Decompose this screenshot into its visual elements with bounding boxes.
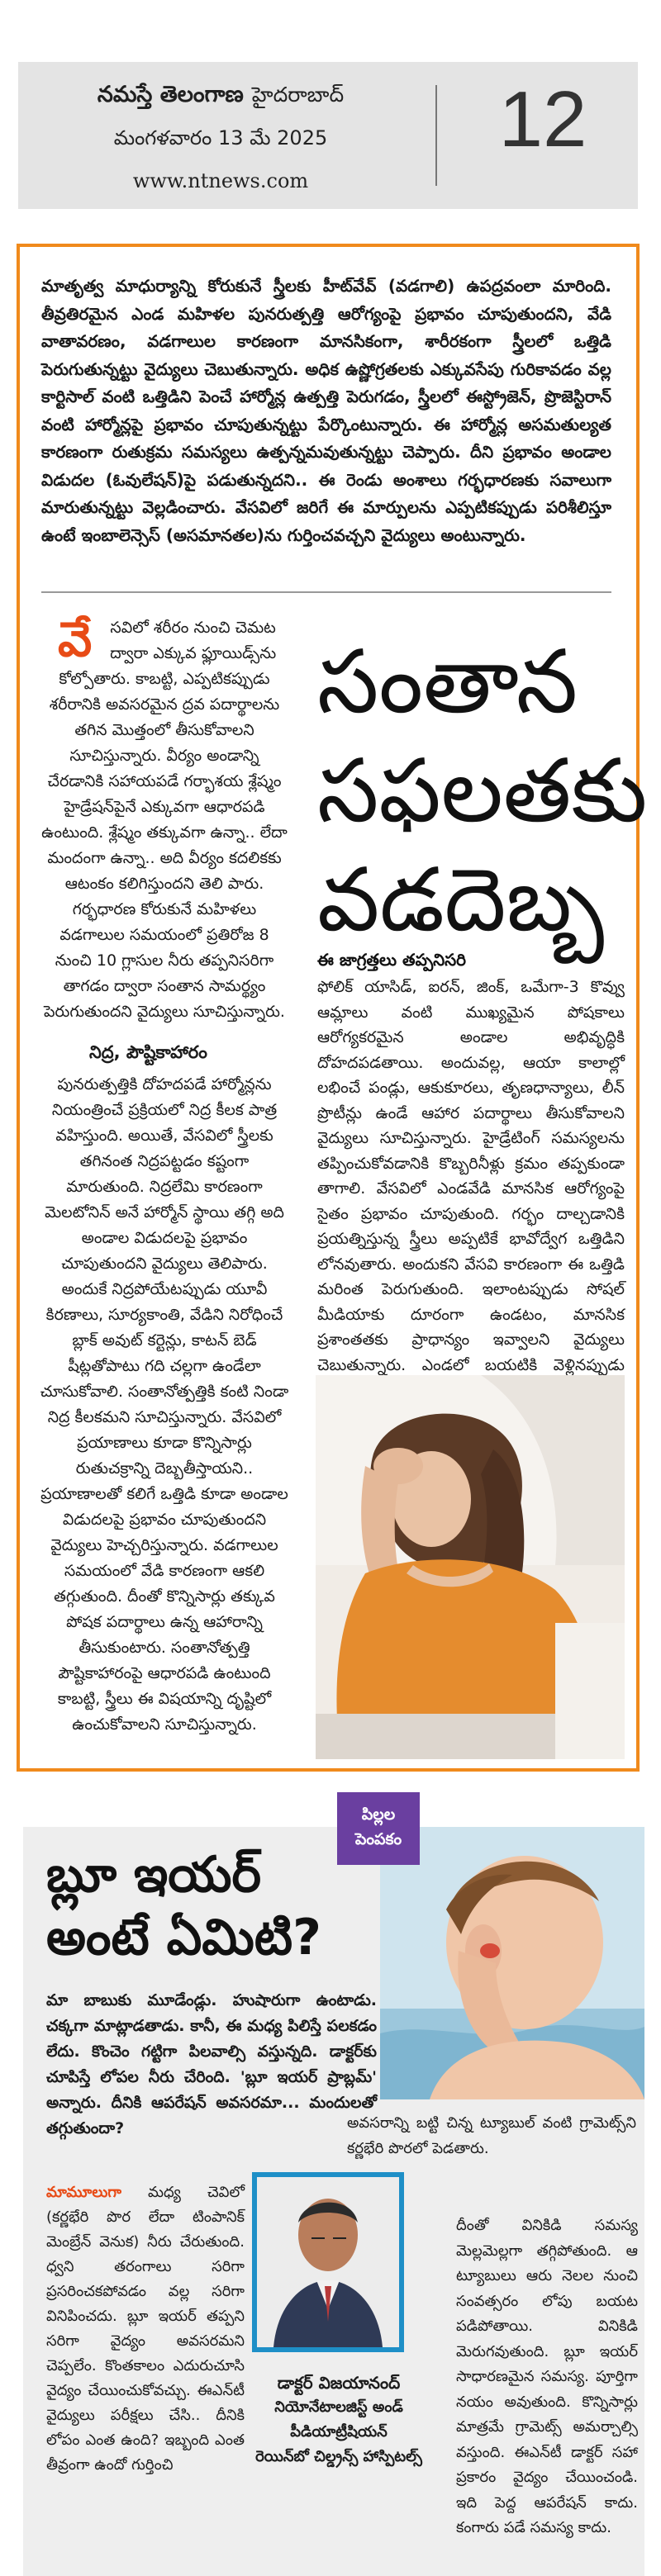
doctor-hospital: రెయిన్‌బో చిల్డ్రన్స్ హాస్పిటల్స్ xyxy=(255,2448,422,2465)
right-col-tag: ఈ జాగ్రత్తలు తప్పనిసరి xyxy=(317,950,467,970)
page-number: 12 xyxy=(498,75,587,164)
doctor-name: డాక్టర్ విజయానంద్ xyxy=(277,2373,401,2393)
article1-headline: సంతాన సఫలతకు వడదెబ్బ xyxy=(317,631,648,951)
boy-photo-illustration xyxy=(380,1827,644,2099)
masthead xyxy=(18,62,638,209)
doctor-caption xyxy=(240,2370,438,2469)
masthead-divider xyxy=(435,85,437,186)
parenting-badge: పిల్లల పెంపకం xyxy=(337,1792,420,1865)
answer-para2: అవసరాన్ని బట్టి చిన్న ట్యూబుల్ వంటి గ్రామెట్స్‌ని కర్ణభేరి పొరలో పెడతారు. xyxy=(347,2114,636,2157)
answer-para3: దీంతో వినికిడి సమస్య మెల్లమెల్లగా తగ్గిపోతుంది. ఆ ట్యూబులు ఆరు నెలల నుంచి సంవత్సరం లోపు బయట పడిపోతాయి. వినికిడి మెరుగవుతుంది. బ్లూ ఇయర్ సాధారణమైన సమస్య. పూర్తిగా నయం అవుతుంది. కొన్నిసార్లు మాత్రమే గ్రామెట్స్ అమర్చాల్సి వస్తుంది. ఈఎన్‌టీ డాక్టర్ సహా ప్రకారం వైద్యం చేయించండి. ఇది పెద్ద ఆపరేషన్ కాదు. కంగారు పడే సమస్య కాదు. xyxy=(456,2217,638,2536)
brand-name: నమస్తే తెలంగాణ xyxy=(97,82,244,107)
article1-left-column xyxy=(40,611,289,1738)
doctor-title-line1: నియోనేటాలజిస్ట్ అండ్ xyxy=(274,2398,403,2416)
doctor-portrait-illustration xyxy=(257,2177,399,2347)
boy-ear-photo xyxy=(380,1827,644,2099)
left-col-para1 xyxy=(40,611,289,1025)
answer-lead: మామూలుగా xyxy=(46,2184,121,2201)
dropcap: వే xyxy=(58,611,93,667)
doctor-photo xyxy=(252,2172,404,2352)
intro-divider xyxy=(41,591,611,593)
answer-para1 xyxy=(46,2180,245,2478)
left-col-subhead: నిద్ర, పౌష్టికాహారం xyxy=(89,1042,207,1062)
left-col-para1-text: సవిలో శరీరం నుంచి చెమట ద్వారా ఎక్కువ ఫ్లూయిడ్స్‌ను కోల్పోతారు. కాబట్టి, ఎప్పటికప్పుడు శరీరానికి అవసరమైన ద్రవ పదార్థాలను తగిన మొత్తంలో తీసుకోవాలని సూచిస్తున్నారు. వీర్యం అండాన్ని చేరడానికి సహాయపడే గర్భాశయ శ్లేష్మం హైడ్రేషన్‌పైనే ఎక్కువగా ఆధారపడి ఉంటుంది. శ్లేష్మం తక్కువగా ఉన్నా.. లేదా మందంగా ఉన్నా.. అది వీర్యం కదలికకు ఆటంకం కలిగిస్తుందని తెలి పారు. గర్భధారణ కోరుకునే మహిళలు వడగాలుల సమయంలో ప్రతిరోజ 8 నుంచి 10 గ్లాసుల నీరు తప్పనిసరిగా తాగడం ద్వారా సంతాన సామర్థ్యం పెరుగుతుందని వైద్యులు సూచిస్తున్నారు. xyxy=(41,619,288,1021)
edition-date: మంగళవారం 13 మే 2025 xyxy=(113,126,328,149)
edition-city: హైదరాబాద్ xyxy=(251,83,345,107)
woman-resting-photo xyxy=(316,1375,625,1759)
reader-question: మా బాబుకు మూడేండ్లు. హుషారుగా ఉంటాడు. చక్కగా మాట్లాడతాడు. కానీ, ఈ మధ్య పిలిస్తే పలకడం లేదు. కొంచెం గట్టిగా పిలవాల్సి వస్తున్నది. డాక్టర్‌కు చూపిస్తే లోపల నీరు చేరింది. 'బ్లూ ఇయర్ ప్రాబ్లమ్' అన్నారు. దీనికి ఆపరేషన్ అవసరమా... మందులతో తగ్గుతుందా? xyxy=(46,1991,377,2137)
answer-para1-text: మధ్య చెవిలో (కర్ణభేరి పొర లేదా టింపానిక్ మెంబ్రేన్ వెనుక) నీరు చేరుతుంది. ధ్వని తరంగాలు సరిగా ప్రసరించకపోవడం వల్ల సరిగా వినిపించదు. బ్లూ ఇయర్ తప్పని సరిగా వైద్యం అవసరమని చెప్పలేం. కొంతకాలం ఎదురుచూసి వైద్యం చేయించుకోవచ్చు. ఈఎన్‌టీ వైద్యులు పరీక్షలు చేసి.. దీనికి లోపం ఎంత ఉంది? ఇబ్బంది ఎంత తీవ్రంగా ఉందో గుర్తించి xyxy=(46,2184,245,2474)
article2-headline: బ్లూ ఇయర్ అంటే ఏమిటి? xyxy=(46,1846,321,1966)
doctor-title-line2: పీడియాట్రీషియన్ xyxy=(290,2423,388,2441)
website-url: www.ntnews.com xyxy=(132,169,309,192)
left-col-para2: పునరుత్పత్తికి దోహదపడే హార్మోన్లను నియంత్రించే ప్రక్రియలో నిద్ర కీలక పాత్ర వహిస్తుంది. అయితే, వేసవిలో స్త్రీలకు తగినంత నిద్రపట్టడం కష్టంగా మారుతుంది. నిద్రలేమి కారణంగా మెలటోనిన్ అనే హార్మోన్ స్థాయి తగ్గి అది అండాల విడుదలపై ప్రభావం చూపుతుందని వైద్యులు తెలిపారు. అందుకే నిద్రపోయేటప్పుడు యూవీ కిరణాలు, సూర్యకాంతి, వేడిని నిరోధించే బ్లాక్ అవుట్ కర్టెన్లు, కాటన్ బెడ్ షీట్లతోపాటు గది చల్లగా ఉండేలా చూసుకోవాలి. సంతానోత్పత్తికి కంటి నిండా నిద్ర కీలకమని సూచిస్తున్నారు. వేసవిలో ప్రయాణాలు కూడా కొన్నిసార్లు రుతుచక్రాన్ని దెబ్బతీస్తాయని.. ప్రయాణాలతో కలిగే ఒత్తిడి కూడా అండాల విడుదలపై ప్రభావం చూపుతుందని వైద్యులు హెచ్చరిస్తున్నారు. వడగాలుల సమయంలో వేడి కారణంగా ఆకలి తగ్గుతుంది. దీంతో కొన్నిసార్లు తక్కువ పోషక పదార్థాలు ఉన్న ఆహారాన్ని తీసుకుంటారు. సంతానోత్పత్తి పౌష్టికాహారంపై ఆధారపడి ఉంటుంది కాబట్టి, స్త్రీలు ఈ విషయాన్ని దృష్టిలో ఉంచుకోవాలని సూచిస్తున్నారు. xyxy=(40,1075,289,1734)
article1-intro: మాతృత్వ మాధుర్యాన్ని కోరుకునే స్త్రీలకు హీట్‌వేవ్ (వడగాలి) ఉపద్రవంలా మారింది. తీవ్రతిరమైన ఎండ మహిళల పునరుత్పత్తి ఆరోగ్యంపై ప్రభావం చూపుతుందని, వేడి వాతావరణం, వడగాలుల కారణంగా మానసికంగా, శారీరకంగా స్త్రీలలో ఒత్తిడి పెరుగుతున్నట్టు వైద్యులు చెబుతున్నారు. అధిక ఉష్ణోగ్రతలకు ఎక్కువసేపు గురికావడం వల్ల కార్టిసాల్ వంటి ఒత్తిడిని పెంచే హార్మోన్ల ఉత్పత్తి పెరుగడం, స్త్రీలలో ఈస్ట్రోజెన్, ప్రొజెస్టిరాన్ వంటి హార్మోన్లపై ప్రభావం చూపుతున్నట్టు పేర్కొంటున్నారు. ఈ హార్మోన్ల అసమతుల్యత కారణంగా రుతుక్రమ సమస్యలు ఉత్పన్నమవుతున్నట్టు చెప్పారు. దీని ప్రభావం అండాల విడుదల (ఓవులేషన్)పై పడుతున్నదని.. ఈ రెండు అంశాలు గర్భధారణకు సవాలుగా మారుతున్నట్టు వెల్లడించారు. వేసవిలో జరిగే ఈ మార్పులను ఎప్పటికప్పుడు పరిశీలిస్తూ ఉంటే ఇంబాలెన్సెస్ (అసమానతల)ను గుర్తించవచ్చని వైద్యులు అంటున్నారు. xyxy=(41,276,611,545)
woman-photo-illustration xyxy=(316,1375,625,1759)
newspaper-brand xyxy=(18,82,423,113)
article1-right-column: ఫోలిక్ యాసిడ్, ఐరన్, జింక్, ఒమేగా-3 కొవ్వు ఆమ్లాలు వంటి ముఖ్యమైన పోషకాలు ఆరోగ్యకరమైన అండాల అభివృద్ధికి దోహదపడతాయి. అందువల్ల, ఆయా కాలాల్లో లభించే పండ్లు, ఆకుకూరలు, తృణధాన్యాలు, లీన్ ప్రొటీన్లు ఉండే ఆహార పదార్థాలు తీసుకోవాలని వైద్యులు సూచిస్తున్నారు. హైడ్రేటింగ్ సమస్యలను తప్పించుకోవడానికి కొబ్బరినీళ్లు క్రమం తప్పకుండా తాగాలి. వేసవిలో ఎండవేడి మానసిక ఆరోగ్యంపై సైతం ప్రభావం చూపుతుంది. గర్భం దాల్చడానికి ప్రయత్నిస్తున్న స్త్రీలు అప్పటికే భావోద్వేగ ఒత్తిడిని లోనవుతారు. అందుకని వేసవి కారణంగా ఈ ఒత్తిడి మరింత పెరుగుతుంది. ఇలాంటప్పుడు సోషల్ మీడియాకు దూరంగా ఉండటం, మానసిక ప్రశాంతతకు ప్రాధాన్యం ఇవ్వాలని వైద్యులు చెబుతున్నారు. ఎండలో బయటికి వెళ్లినప్పుడు xyxy=(317,978,625,1374)
